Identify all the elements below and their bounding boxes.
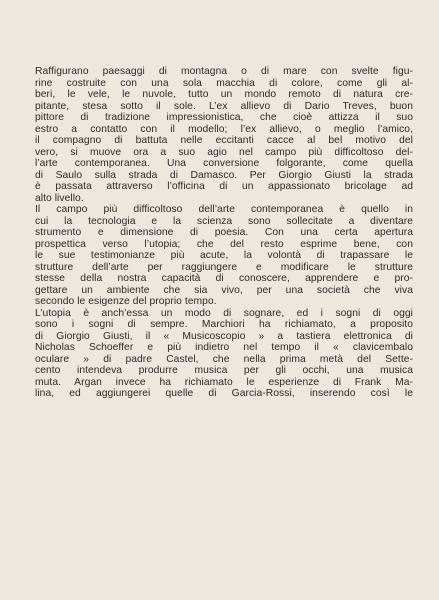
text-line: di Giorgio Giusti, il « Musicoscopio » a tastiera elettronica di bbox=[35, 330, 413, 342]
text-line: secondo le esigenze del proprio tempo. bbox=[35, 296, 217, 307]
text-line: Nicholas Schoeffer e più indietro nel tempo il « clavicembalo bbox=[35, 342, 413, 353]
text-line: L’utopia è anch’essa un modo di sognare, ed i sogni di oggi bbox=[35, 307, 413, 319]
text-line: estro a contatto con il modello; l’ex allievo, o meglio l’amico, bbox=[35, 123, 413, 135]
text-line: rine costruite con una sola macchia di colore, come gli al- bbox=[35, 77, 413, 89]
text-line: l’arte contemporanea. Una conversione folgorante, come quella bbox=[35, 158, 413, 169]
text-line: oculare » di padre Castel, che nella prima metà del Sette- bbox=[35, 353, 413, 365]
text-line: pittore di tradizione impressionistica, che cioè attizza il suo bbox=[35, 112, 413, 123]
text-line: pitante, stesa sotto il sole. L’ex allievo di Dario Treves, buon bbox=[35, 100, 413, 112]
text-line: stesse della nostra capacità di conoscere, apprendere e pro- bbox=[35, 273, 413, 284]
text-line: cento intendeva produrre musica per gli occhi, una musica bbox=[35, 365, 413, 376]
text-line: di Saulo sulla strada di Damasco. Per Giorgio Giusti la strada bbox=[35, 169, 413, 181]
text-line: muta. Argan invece ha richiamato le esperienze di Frank Ma- bbox=[35, 376, 413, 388]
text-line: alto livello. bbox=[35, 192, 84, 204]
text-line: è passata attraverso l’officina di un appassionato bricolage ad bbox=[35, 181, 413, 192]
text-line: lina, ed aggiungerei quelle di Garcia-Rossi, inserendo così le bbox=[35, 388, 413, 399]
text-line: Raffigurano paesaggi di montagna o di mare con svelte figu- bbox=[35, 66, 413, 77]
text-line: il compagno di battuta nelle eccitanti cacce al bel motivo del bbox=[35, 135, 413, 146]
text-line: Il campo più difficoltoso dell’arte contemporanea è quello in bbox=[35, 204, 413, 215]
text-line: strumento e dimensione di poesia. Con una certa apertura bbox=[35, 227, 413, 238]
text-line: strutture dell’arte per raggiungere e modificare le strutture bbox=[35, 261, 413, 273]
text-line: prospettica verso l’utopia; che del resto esprime bene, con bbox=[35, 238, 413, 250]
body-text bbox=[35, 66, 413, 400]
text-line: gettare un ambiente che sia vivo, per una società che viva bbox=[35, 284, 413, 296]
text-line: cui la tecnologia e la scienza sono sollecitate a diventare bbox=[35, 215, 413, 227]
text-line: sono i sogni di sempre. Marchiori ha richiamato, a proposito bbox=[35, 319, 413, 330]
text-line: vero, si muove ora a suo agio nel campo più difficoltoso del- bbox=[35, 146, 413, 158]
text-line: beri, le vele, le nuvole, tutto un mondo remoto di natura cre- bbox=[35, 89, 413, 100]
text-line: le sue testimonianze più acute, la volontà di trapassare le bbox=[35, 250, 413, 261]
